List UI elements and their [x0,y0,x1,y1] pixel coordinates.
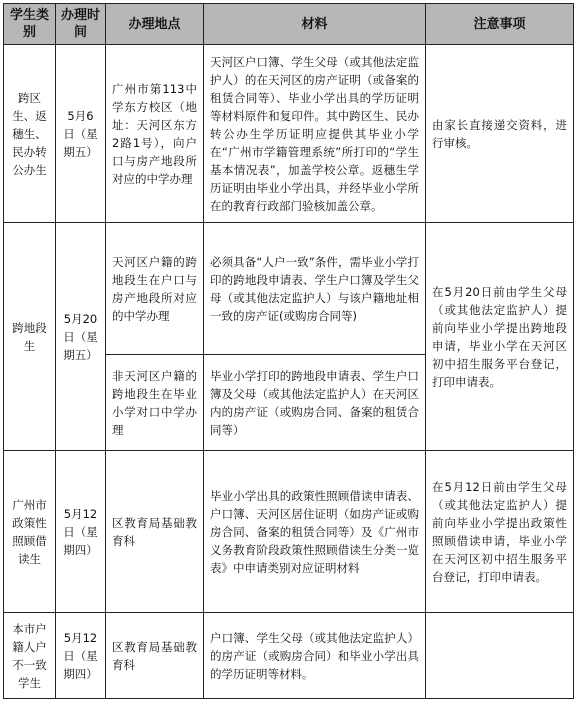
header-notes: 注意事项 [426,4,574,45]
time-cell: 5月12日（星期四） [56,451,106,613]
student-type-cell: 本市户籍人户不一致学生 [4,613,56,699]
location-cell: 区教育局基础教育科 [106,451,204,613]
student-type-cell: 跨区生、返穗生、民办转公办生 [4,45,56,223]
time-cell: 5月20日（星期五） [56,223,106,451]
table-row [4,451,574,613]
location-cell: 天河区户籍的跨地段生在户口与房产地段所对应的中学办理 [106,223,204,355]
header-student-type: 学生类别 [4,4,56,45]
table-header-row [4,4,574,45]
student-type-cell: 跨地段生 [4,223,56,451]
materials-cell: 毕业小学打印的跨地段申请表、学生户口簿及父母（或其他法定监护人）在天河区内的房产证（或购房合同、备案的租赁合同等） [204,355,426,451]
time-cell: 5月6日（星期五） [56,45,106,223]
student-type-cell: 广州市政策性照顾借读生 [4,451,56,613]
header-location: 办理地点 [106,4,204,45]
materials-cell: 必须具备“人户一致”条件，需毕业小学打印的跨地段申请表、学生户口簿及学生父母（或其他法定监护人）与该户籍地址相一致的房产证(或购房合同等) [204,223,426,355]
time-cell: 5月12日（星期四） [56,613,106,699]
notes-cell [426,613,574,699]
location-cell: 广州市第113中学东方校区（地址：天河区东方2路1号），向户口与房产地段所对应的中学办理 [106,45,204,223]
admission-requirements-table [3,3,574,699]
materials-cell: 天河区户口簿、学生父母（或其他法定监护人）的在天河区的房产证明（或备案的租赁合同等）、毕业小学出具的学历证明等材料原件和复印件。其中跨区生、民办转公办生学历证明应提供其毕业小学在“广州市学籍管理系统”所打印的“学生基本情况表”，加盖学校公章。返穗生学历证明由毕业小学出具，并经毕业小学所在的教育行政部门验核加盖公章。 [204,45,426,223]
header-time: 办理时间 [56,4,106,45]
location-cell: 区教育局基础教育科 [106,613,204,699]
table-row [4,45,574,223]
table-row [4,223,574,355]
materials-cell: 户口簿、学生父母（或其他法定监护人）的房产证（或购房合同）和毕业小学出具的学历证明等材料。 [204,613,426,699]
materials-cell: 毕业小学出具的政策性照顾借读申请表、户口簿、天河区居住证明（如房产证或购房合同、备案的租赁合同等）及《广州市义务教育阶段政策性照顾借读生分类一览表》中申请类别对应证明材料 [204,451,426,613]
location-cell: 非天河区户籍的跨地段生在毕业小学对口中学办理 [106,355,204,451]
header-materials: 材料 [204,4,426,45]
notes-cell: 在5月12日前由学生父母（或其他法定监护人）提前向毕业小学提出政策性照顾借读申请，毕业小学在天河区初中招生服务平台登记，打印申请表。 [426,451,574,613]
notes-cell: 由家长直接递交资料，进行审核。 [426,45,574,223]
table-row [4,613,574,699]
notes-cell: 在5月20日前由学生父母（或其他法定监护人）提前向毕业小学提出跨地段申请，毕业小学在天河区初中招生服务平台登记，打印申请表。 [426,223,574,451]
